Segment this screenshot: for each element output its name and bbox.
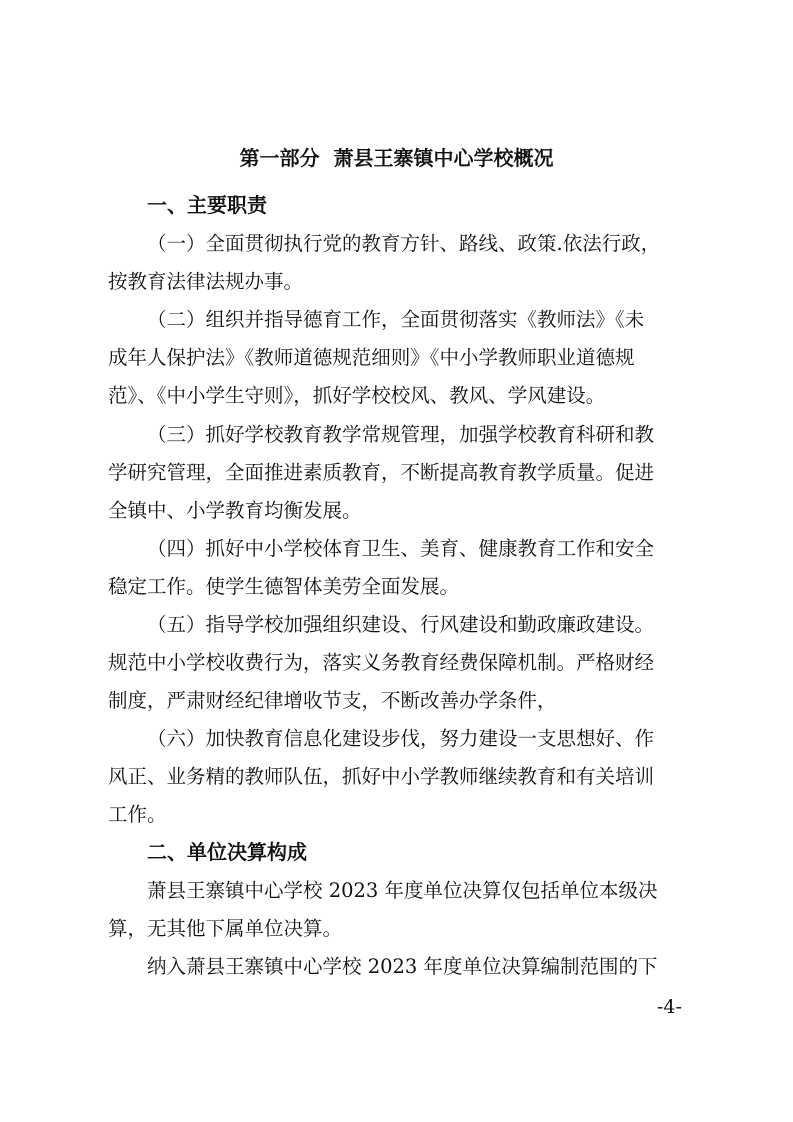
paragraph-line: 成年人保护法》《教师道德规范细则》《中小学教师职业道德规 (108, 346, 635, 369)
paragraph-line: 学研究管理，全面推进素质教育，不断提高教育教学质量。促进 (108, 461, 655, 484)
paragraph-line: （三）抓好学校教育教学常规管理，加强学校教育科研和教 (147, 423, 655, 446)
paragraph-line: （六）加快教育信息化建设步伐，努力建设一支思想好、作 (147, 727, 655, 750)
paragraph-line: 稳定工作。使学生德智体美劳全面发展。 (108, 575, 460, 598)
paragraph-line: （四）抓好中小学校体育卫生、美育、健康教育工作和安全 (147, 537, 655, 560)
paragraph-line: （一）全面贯彻执行党的教育方针、路线、政策.依法行政， (147, 232, 661, 255)
paragraph-line: （二）组织并指导德育工作，全面贯彻落实《教师法》《未 (147, 308, 645, 331)
page-number: -4- (657, 996, 682, 1018)
paragraph-line: 范》、《中小学生守则》，抓好学校校风、教风、学风建设。 (108, 384, 606, 407)
paragraph-line: 萧县王寨镇中心学校 2023 年度单位决算仅包括单位本级决 (147, 879, 658, 902)
paragraph-line: 工作。 (108, 803, 167, 826)
paragraph-line: 规范中小学校收费行为，落实义务教育经费保障机制。严格财经 (108, 651, 655, 674)
paragraph-line: 纳入萧县王寨镇中心学校 2023 年度单位决算编制范围的下 (147, 955, 658, 978)
paragraph-line: 风正、业务精的教师队伍，抓好中小学教师继续教育和有关培训 (108, 765, 655, 788)
paragraph-line: 算，无其他下属单位决算。 (108, 917, 343, 940)
paragraph-line: 制度，严肃财经纪律增收节支，不断改善办学条件， (108, 689, 557, 712)
paragraph-line: 按教育法律法规办事。 (108, 270, 304, 293)
section-heading-unit-composition: 二、单位决算构成 (147, 840, 307, 864)
section-heading-responsibilities: 一、主要职责 (147, 193, 267, 217)
paragraph-line: 全镇中、小学教育均衡发展。 (108, 499, 362, 522)
page-title: 第一部分 萧县王寨镇中心学校概况 (239, 146, 554, 170)
paragraph-line: （五）指导学校加强组织建设、行风建设和勤政廉政建设。 (147, 613, 655, 636)
